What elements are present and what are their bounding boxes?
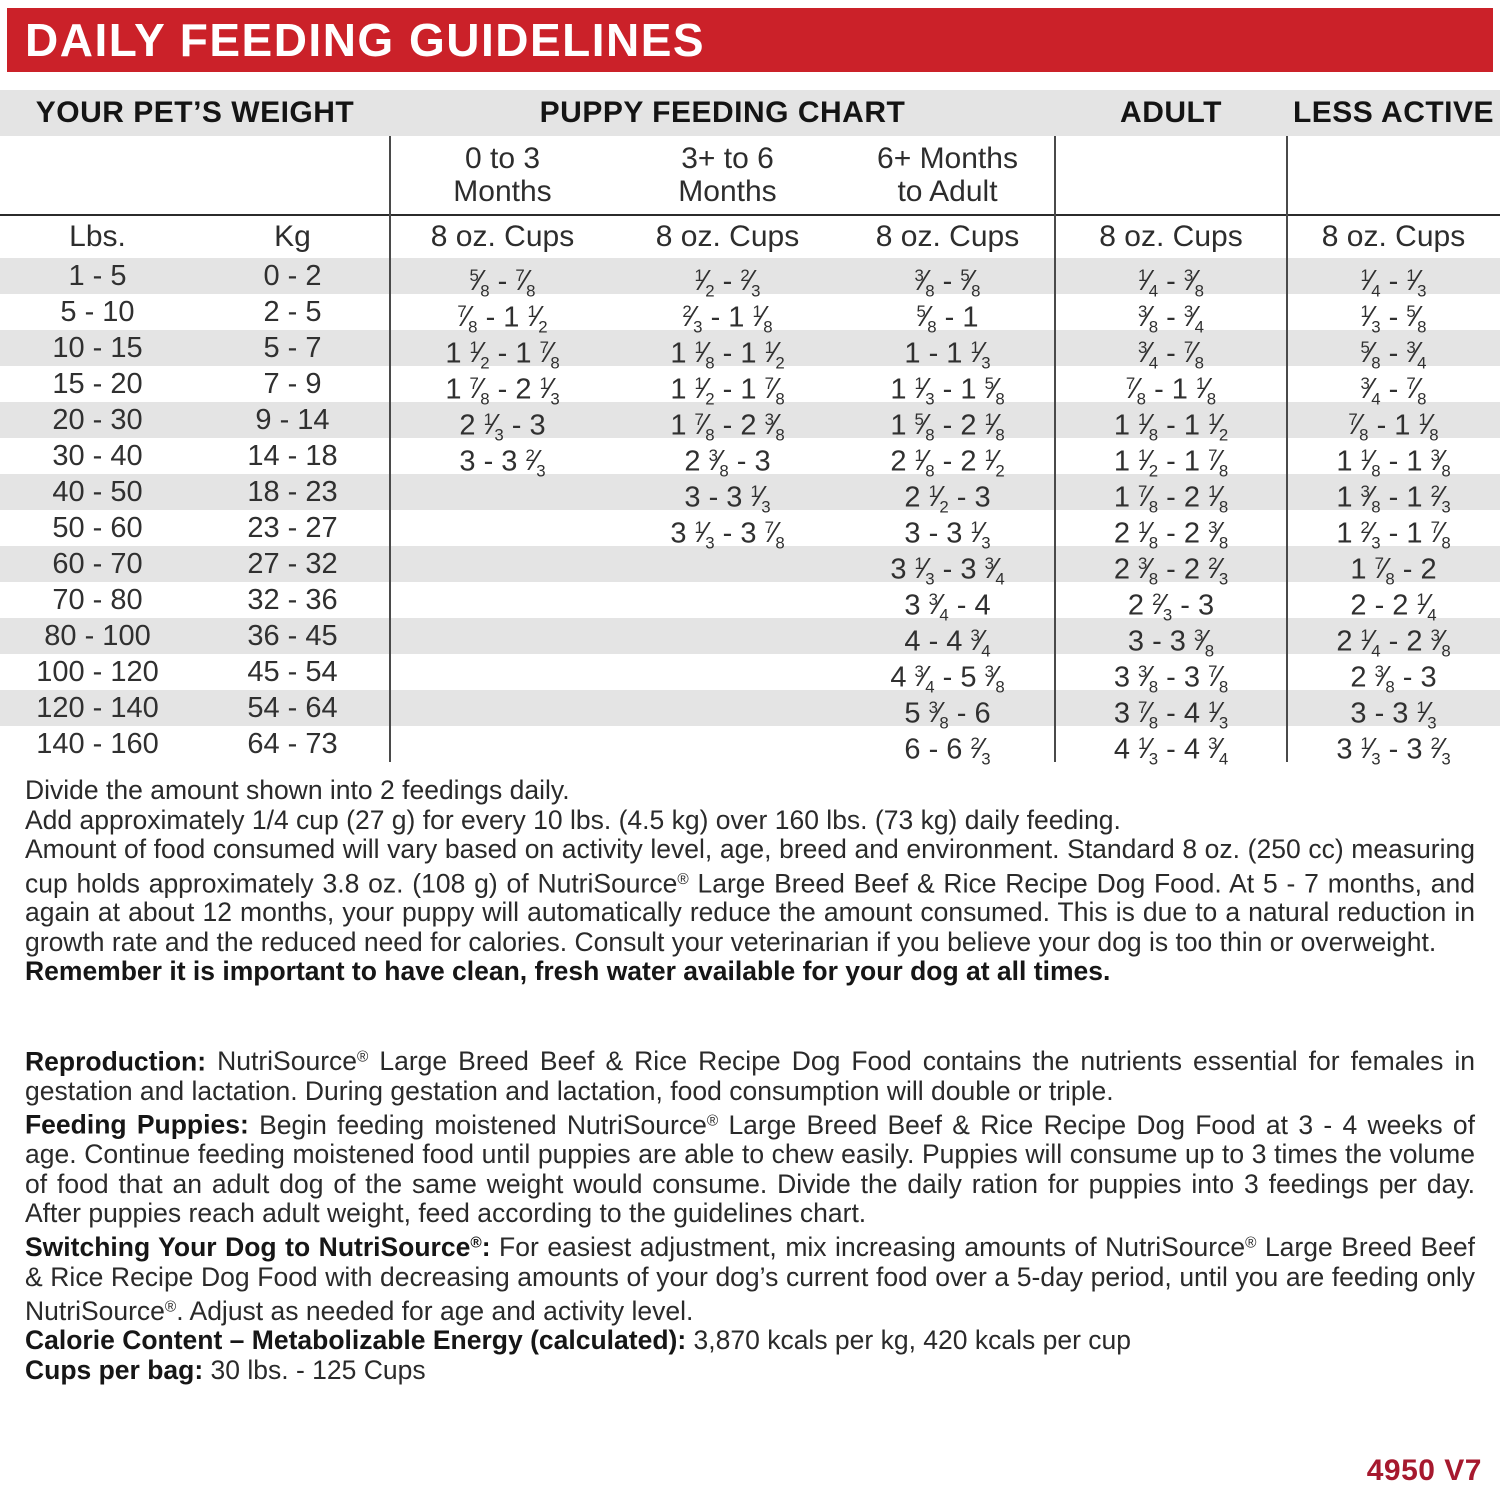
weight-lbs: 70 - 80: [52, 584, 143, 616]
group-header-less-active: LESS ACTIVE: [1292, 96, 1495, 129]
unit-header-col1: Lbs.: [69, 220, 126, 253]
weight-kg: 64 - 73: [247, 728, 338, 760]
column-divider: [389, 136, 391, 762]
page-title: DAILY FEEDING GUIDELINES: [25, 14, 706, 66]
table-row: [0, 330, 1500, 373]
weight-kg: 54 - 64: [247, 692, 338, 724]
table-row: [0, 690, 1500, 733]
calorie-content-value: 3,870 kcals per kg, 420 kcals per cup: [686, 1325, 1132, 1356]
cups-value: 3 $^1⁄_3 - 3$ $^3⁄_4$: [890, 553, 1005, 589]
section-feeding-puppies: [25, 1106, 1475, 1228]
table-rows: [0, 258, 1500, 769]
table-row: [0, 258, 1500, 301]
weight-kg: 27 - 32: [247, 548, 338, 580]
weight-lbs: 10 - 15: [52, 332, 143, 364]
cups-value: 2 $^2⁄_3 - 3$: [1127, 589, 1215, 625]
cups-value: 3 - 3 $^3⁄_8$: [1127, 625, 1215, 661]
table-subheader-row: [0, 136, 1500, 216]
weight-kg: 0 - 2: [263, 260, 322, 292]
group-header-pet-weight: YOUR PET’S WEIGHT: [35, 96, 355, 129]
cups-value: $^5⁄_8$ - $^7⁄_8$: [469, 265, 536, 301]
cups-value: $^1⁄_4$ - $^3⁄_8$: [1138, 265, 1204, 301]
cups-value: 2 $^3⁄_8 - 2$ $^2⁄_3$: [1113, 553, 1229, 589]
unit-header-col7: 8 oz. Cups: [1321, 220, 1466, 253]
table-row: [0, 402, 1500, 445]
section-label: Reproduction:: [25, 1046, 207, 1077]
weight-lbs: 40 - 50: [52, 476, 143, 508]
section-switching: [25, 1229, 1475, 1326]
feeding-guidelines-table: [0, 90, 1500, 769]
weight-kg: 36 - 45: [247, 620, 338, 652]
cups-value: 1 $^5⁄_8 - 2$ $^1⁄_8$: [890, 409, 1005, 445]
cups-value: $^7⁄_8 - 1$ $^1⁄_8$: [1125, 373, 1217, 409]
cups-value: 4 $^3⁄_4 - 5$ $^3⁄_8$: [890, 661, 1005, 697]
table-row: [0, 654, 1500, 697]
cups-value: 3 $^7⁄_8 - 4$ $^1⁄_3$: [1113, 697, 1229, 733]
column-divider: [1286, 136, 1288, 762]
subheader-1: 0 to 3 Months: [453, 142, 552, 208]
table-row: [0, 726, 1500, 769]
weight-kg: 32 - 36: [247, 584, 338, 616]
calorie-content-line: [25, 1326, 1475, 1356]
unit-header-col3: 8 oz. Cups: [430, 220, 575, 253]
weight-lbs: 20 - 30: [52, 404, 143, 436]
weight-lbs: 60 - 70: [52, 548, 143, 580]
weight-kg: 14 - 18: [247, 440, 338, 472]
unit-header-col5: 8 oz. Cups: [875, 220, 1020, 253]
subheader-3: 6+ Months to Adult: [877, 142, 1018, 208]
cups-value: $^7⁄_8 - 1$ $^1⁄_8$: [1348, 409, 1439, 445]
cups-value: $^7⁄_8 - 1$ $^1⁄_2$: [457, 301, 548, 337]
note-consumption: Amount of food consumed will vary based on activity level, age, breed and environment. Standard 8 oz. (250 cc) measuring cup holds approximately 3.8 oz. (108 g) of NutriSource® Large Breed Beef & Rice Recipe Dog Food. At 5 - 7 months, and again at about 12 months, your puppy will automatically reduce the amount consumed. This is due to a natural reduction in growth rate and the reduced need for calories. Consult your veterinarian if you believe your dog is too thin or overweight.: [25, 834, 1475, 957]
table-row: [0, 438, 1500, 481]
cups-value: 3 $^1⁄_3 - 3$ $^7⁄_8$: [670, 517, 785, 553]
cups-value: 1 $^7⁄_8 - 2$ $^3⁄_8$: [670, 409, 785, 445]
cups-per-bag-label: Cups per bag:: [25, 1354, 204, 1385]
unit-header-col2: Kg: [274, 220, 311, 253]
banner: [7, 8, 1493, 72]
table-units-row: [0, 216, 1500, 258]
section-label: Switching Your Dog to NutriSource®:: [25, 1232, 491, 1263]
cups-value: 1 - 1 $^1⁄_3$: [904, 337, 991, 373]
cups-value: 3 $^3⁄_8 - 3$ $^7⁄_8$: [1113, 661, 1229, 697]
section-text: Begin feeding moistened NutriSource® Large Breed Beef & Rice Recipe Dog Food at 3 - 4 weeks of age. Continue feeding moistened food until puppies are able to chew easily. Puppies will consume up to 3 times the volume of food that an adult dog of the same weight would consume. Divide the daily ration for puppies into 3 feedings per day. After puppies reach adult weight, feed according to the guidelines chart.: [25, 1109, 1475, 1229]
weight-kg: 5 - 7: [263, 332, 322, 364]
cups-value: 2 - 2 $^1⁄_4$: [1350, 589, 1437, 625]
section-text: For easiest adjustment, mix increasing amounts of NutriSource® Large Breed Beef & Rice Recipe Dog Food with decreasing amounts of your dog’s current food over a 5-day period, until you are feeding only NutriSource®. Adjust as needed for age and activity level.: [25, 1232, 1476, 1326]
table-group-header-row: [0, 90, 1500, 136]
cups-value: 3 - 3 $^1⁄_3$: [904, 517, 991, 553]
cups-value: 3 $^1⁄_3 - 3$ $^2⁄_3$: [1336, 733, 1451, 769]
cups-value: 2 $^1⁄_3 - 3$: [459, 409, 546, 445]
section-label: Feeding Puppies:: [25, 1109, 249, 1140]
weight-lbs: 140 - 160: [36, 728, 159, 760]
cups-value: 3 - 3 $^1⁄_3$: [1350, 697, 1437, 733]
weight-kg: 45 - 54: [247, 656, 338, 688]
table-row: [0, 294, 1500, 337]
cups-value: 1 $^1⁄_8 - 1$ $^3⁄_8$: [1336, 445, 1451, 481]
cups-value: $^3⁄_8$ - $^3⁄_4$: [1138, 301, 1204, 337]
cups-value: 4 - 4 $^3⁄_4$: [904, 625, 991, 661]
weight-lbs: 1 - 5: [68, 260, 127, 292]
group-header-adult: ADULT: [1120, 96, 1222, 129]
cups-value: 1 $^1⁄_2 - 1$ $^7⁄_8$: [445, 337, 560, 373]
weight-lbs: 100 - 120: [36, 656, 159, 688]
cups-value: 1 $^3⁄_8 - 1$ $^2⁄_3$: [1336, 481, 1451, 517]
cups-value: [615, 726, 840, 778]
cups-value: $^1⁄_3$ - $^5⁄_8$: [1360, 301, 1427, 337]
column-divider: [1054, 136, 1056, 762]
cups-value: 2 $^3⁄_8 - 3$: [684, 445, 771, 481]
table-row: [0, 510, 1500, 553]
table-row: [0, 474, 1500, 517]
weight-kg: 7 - 9: [263, 368, 322, 400]
cups-value: $^5⁄_8$ - $^3⁄_4$: [1360, 337, 1427, 373]
cups-value: 1 $^1⁄_2 - 1$ $^7⁄_8$: [1113, 445, 1229, 481]
cups-value: 1 $^7⁄_8 - 2$: [1350, 553, 1437, 589]
weight-lbs: 15 - 20: [52, 368, 143, 400]
cups-value: $^3⁄_8$ - $^5⁄_8$: [914, 265, 981, 301]
cups-value: 1 $^1⁄_3 - 1$ $^5⁄_8$: [890, 373, 1005, 409]
weight-lbs: 30 - 40: [52, 440, 143, 472]
cups-value: [390, 726, 615, 778]
cups-value: 2 $^3⁄_8 - 3$: [1350, 661, 1437, 697]
table-row: [0, 366, 1500, 409]
cups-value: $^1⁄_2$ - $^2⁄_3$: [694, 265, 761, 301]
cups-value: 3 $^3⁄_4 - 4$: [904, 589, 991, 625]
weight-kg: 18 - 23: [247, 476, 338, 508]
table-row: [0, 546, 1500, 589]
weight-kg: 23 - 27: [247, 512, 338, 544]
weight-lbs: 120 - 140: [36, 692, 159, 724]
cups-value: 2 $^1⁄_8 - 2$ $^1⁄_2$: [890, 445, 1005, 481]
cups-value: 3 - 3 $^2⁄_3$: [459, 445, 546, 481]
cups-value: 3 - 3 $^1⁄_3$: [684, 481, 771, 517]
table-row: [0, 582, 1500, 625]
table-row: [0, 618, 1500, 661]
cups-value: 4 $^1⁄_3 - 4$ $^3⁄_4$: [1113, 733, 1229, 769]
cups-value: $^3⁄_4$ - $^7⁄_8$: [1138, 337, 1204, 373]
cups-value: 2 $^1⁄_2 - 3$: [904, 481, 991, 517]
cups-value: 1 $^1⁄_8 - 1$ $^1⁄_2$: [1113, 409, 1229, 445]
section-reproduction: [25, 1043, 1475, 1106]
cups-value: 2 $^1⁄_8 - 2$ $^3⁄_8$: [1113, 517, 1229, 553]
cups-value: 1 $^7⁄_8 - 2$ $^1⁄_3$: [445, 373, 560, 409]
cups-value: 6 - 6 $^2⁄_3$: [904, 733, 991, 769]
cups-value: 1 $^7⁄_8 - 2$ $^1⁄_8$: [1113, 481, 1229, 517]
weight-kg: 9 - 14: [255, 404, 330, 436]
cups-value: $^2⁄_3 - 1$ $^1⁄_8$: [682, 301, 773, 337]
table-body: [0, 136, 1500, 769]
cups-per-bag-value: 30 lbs. - 125 Cups: [203, 1354, 426, 1385]
group-header-puppy-chart: PUPPY FEEDING CHART: [539, 96, 906, 129]
cups-value: 2 $^1⁄_4 - 2$ $^3⁄_8$: [1336, 625, 1451, 661]
cups-value: $^5⁄_8 - 1$: [916, 301, 979, 337]
weight-lbs: 5 - 10: [60, 296, 135, 328]
subheader-2: 3+ to 6 Months: [678, 142, 777, 208]
unit-header-col6: 8 oz. Cups: [1099, 220, 1243, 253]
cups-value: 5 $^3⁄_8 - 6$: [904, 697, 991, 733]
section-text: NutriSource® Large Breed Beef & Rice Recipe Dog Food contains the nutrients essential for females in gestation and lactation. During gestation and lactation, food consumption will double or triple.: [25, 1046, 1476, 1106]
weight-lbs: 50 - 60: [52, 512, 143, 544]
note-extra-cup: Add approximately 1/4 cup (27 g) for every 10 lbs. (4.5 kg) over 160 lbs. (73 kg) daily feeding.: [25, 804, 1121, 835]
note-feedings-daily: Divide the amount shown into 2 feedings daily.: [25, 775, 570, 805]
weight-kg: 2 - 5: [263, 296, 322, 328]
cups-value: 1 $^2⁄_3 - 1$ $^7⁄_8$: [1336, 517, 1451, 553]
footer-code: 4950 V7: [1366, 1454, 1482, 1487]
water-reminder: Remember it is important to have clean, fresh water available for your dog at all times.: [25, 956, 1111, 987]
unit-header-col4: 8 oz. Cups: [655, 220, 800, 253]
cups-value: 1 $^1⁄_2 - 1$ $^7⁄_8$: [670, 373, 785, 409]
weight-lbs: 80 - 100: [44, 620, 151, 652]
cups-value: $^1⁄_4$ - $^1⁄_3$: [1360, 265, 1427, 301]
calorie-content-label: Calorie Content – Metabolizable Energy (calculated):: [25, 1325, 687, 1356]
cups-value: 1 $^1⁄_8 - 1$ $^1⁄_2$: [670, 337, 785, 373]
cups-per-bag-line: [25, 1356, 1475, 1386]
body-copy: [25, 776, 1475, 1385]
cups-value: $^3⁄_4$ - $^7⁄_8$: [1360, 373, 1427, 409]
